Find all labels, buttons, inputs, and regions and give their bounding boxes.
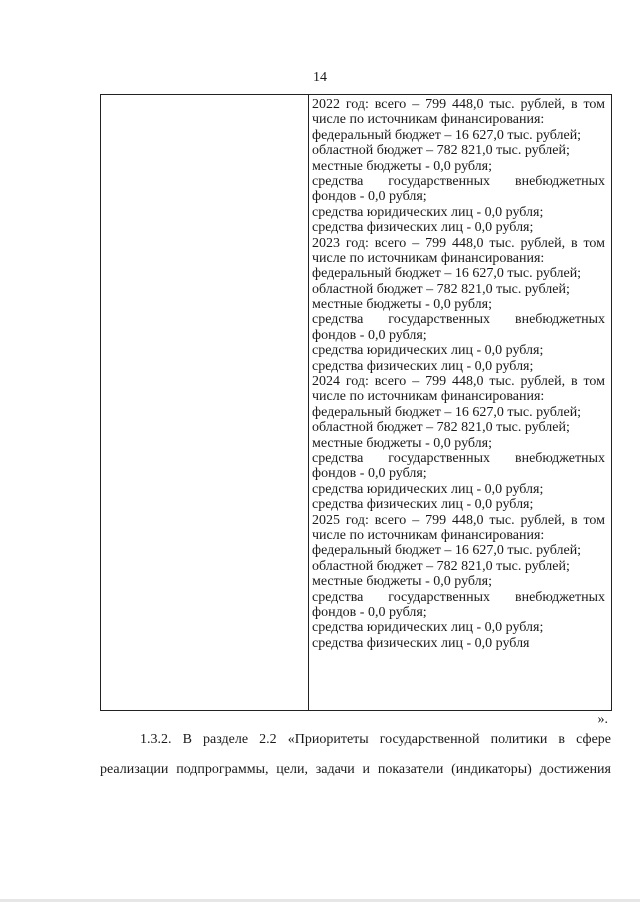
financing-line: числе по источникам финансирования: — [312, 389, 545, 405]
financing-line: средства физических лиц - 0,0 рубля; — [312, 358, 534, 374]
financing-line: 2024 год: всего – 799 448,0 тыс. рублей, в том — [312, 374, 605, 390]
financing-line: средства юридических лиц - 0,0 рубля; — [312, 620, 544, 636]
financing-line: фондов - 0,0 рубля; — [312, 327, 427, 343]
financing-line: средства юридических лиц - 0,0 рубля; — [312, 481, 544, 497]
financing-line: местные бюджеты - 0,0 рубля; — [312, 574, 492, 590]
financing-line: средства государственных внебюджетных — [312, 312, 605, 328]
financing-line: федеральный бюджет – 16 627,0 тыс. рублей; — [312, 266, 582, 282]
financing-line: федеральный бюджет – 16 627,0 тыс. рублей; — [312, 127, 582, 143]
financing-line: фондов - 0,0 рубля; — [312, 189, 427, 205]
financing-line: средства государственных внебюджетных — [312, 589, 605, 605]
financing-line: числе по источникам финансирования: — [312, 112, 545, 128]
financing-line: областной бюджет – 782 821,0 тыс. рублей; — [312, 558, 570, 574]
financing-line: федеральный бюджет – 16 627,0 тыс. рублей; — [312, 404, 582, 420]
financing-line: федеральный бюджет – 16 627,0 тыс. рублей; — [312, 543, 582, 559]
closing-quote: ». — [597, 712, 608, 727]
financing-line: 2025 год: всего – 799 448,0 тыс. рублей, в том — [312, 512, 605, 528]
financing-line: местные бюджеты - 0,0 рубля; — [312, 158, 492, 174]
page-number: 14 — [313, 70, 327, 85]
table-cell-financing-text — [312, 97, 605, 651]
financing-line: 2022 год: всего – 799 448,0 тыс. рублей, в том — [312, 97, 605, 112]
financing-line: областной бюджет – 782 821,0 тыс. рублей; — [312, 420, 570, 436]
table-column-divider — [308, 95, 309, 710]
financing-line: областной бюджет – 782 821,0 тыс. рублей; — [312, 143, 570, 159]
financing-line: областной бюджет – 782 821,0 тыс. рублей; — [312, 281, 570, 297]
financing-line: средства государственных внебюджетных — [312, 450, 605, 466]
financing-line: фондов - 0,0 рубля; — [312, 604, 427, 620]
financing-line: средства юридических лиц - 0,0 рубля; — [312, 204, 544, 220]
financing-line: средства юридических лиц - 0,0 рубля; — [312, 343, 544, 359]
financing-line: средства физических лиц - 0,0 рубля — [312, 635, 530, 651]
financing-line: местные бюджеты - 0,0 рубля; — [312, 435, 492, 451]
financing-table — [100, 94, 612, 711]
financing-line: средства государственных внебюджетных — [312, 173, 605, 189]
paragraph-1-3-2 — [100, 730, 611, 780]
paragraph-line: 1.3.2. В разделе 2.2 «Приоритеты государственной политики в сфере — [140, 732, 611, 747]
paragraph-line: реализации подпрограммы, цели, задачи и показатели (индикаторы) достижения — [100, 762, 611, 777]
financing-line: средства физических лиц - 0,0 рубля; — [312, 220, 534, 236]
financing-line: фондов - 0,0 рубля; — [312, 466, 427, 482]
financing-line: средства физических лиц - 0,0 рубля; — [312, 497, 534, 513]
financing-line: числе по источникам финансирования: — [312, 250, 545, 266]
financing-line: числе по источникам финансирования: — [312, 527, 545, 543]
financing-line: 2023 год: всего – 799 448,0 тыс. рублей, в том — [312, 235, 605, 251]
financing-line: местные бюджеты - 0,0 рубля; — [312, 297, 492, 313]
